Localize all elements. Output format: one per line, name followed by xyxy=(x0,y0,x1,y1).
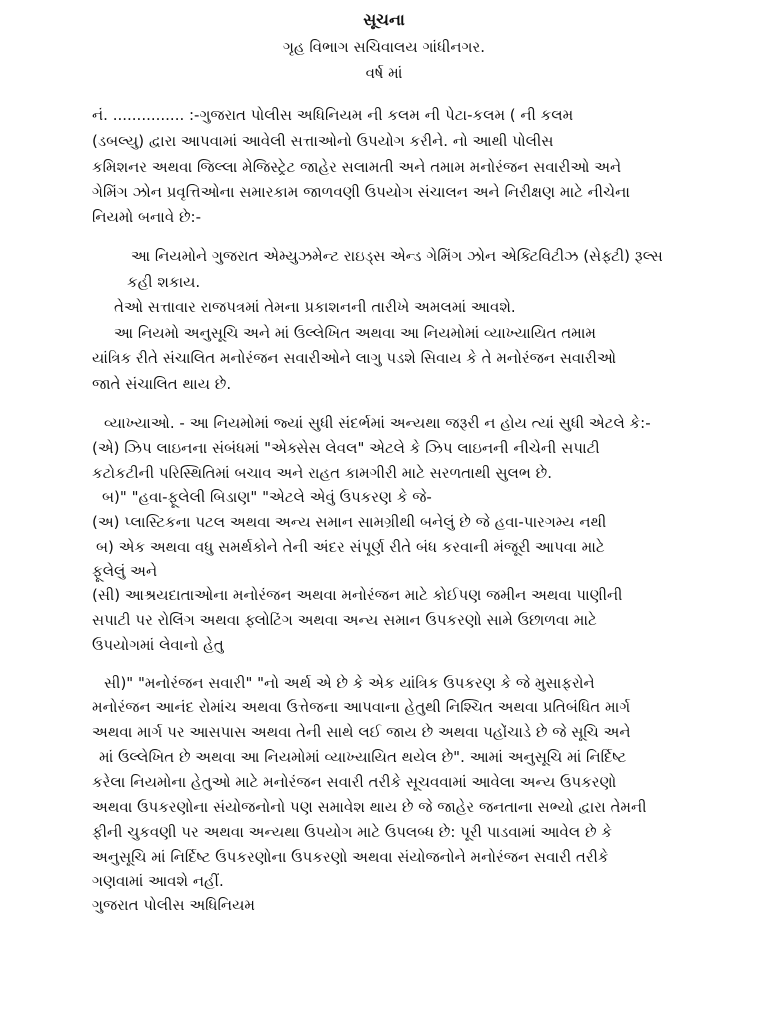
body-line: (એ) ઝિપ લાઇનના સંબંધમાં "એક્સેસ લેવલ" એટલે કે ઝિપ લાઇનની નીચેની સપાટી xyxy=(92,439,600,457)
body-line: (ડબલ્યુ) દ્વારા આપવામાં આવેલી સત્તાઓનો ઉપયોગ કરીને. નો આથી પોલીસ xyxy=(92,132,554,150)
body-line: તેઓ સત્તાવાર રાજપત્રમાં તેમના પ્રકાશનની તારીખે અમલમાં આવશે. xyxy=(114,298,516,316)
body-line: ઉપયોગમાં લેવાનો હેતુ xyxy=(92,636,224,654)
body-line: આ નિયમોને ગુજરાત એમ્યુઝમેન્ટ રાઇડ્સ એન્ડ ગેમિંગ ઝોન એક્ટિવિટીઝ (સેફ્ટી) રૂલ્સ xyxy=(131,247,663,265)
body-line: કટોકટીની પરિસ્થિતિમાં બચાવ અને રાહત કામગીરી માટે સરળતાથી સુલભ છે. xyxy=(92,464,552,482)
body-line: ગુજરાત પોલીસ અધિનિયમ xyxy=(92,896,255,914)
body-line: (અ) પ્લાસ્ટિકના પટલ અથવા અન્ય સમાન સામગ્રીથી બનેલું છે જે હવા-પારગમ્ય નથી xyxy=(92,513,607,531)
body-line: આ નિયમો અનુસૂચિ અને માં ઉલ્લેખિત અથવા આ નિયમોમાં વ્યાખ્યાયિત તમામ xyxy=(114,324,596,342)
body-line: અથવા ઉપકરણોના સંયોજનોનો પણ સમાવેશ થાય છે જે જાહેર જનતાના સભ્યો દ્વારા તેમની xyxy=(92,798,647,816)
body-line: સપાટી પર રોલિંગ અથવા ફ્લોટિંગ અથવા અન્ય સમાન ઉપકરણો સામે ઉછાળવા માટે xyxy=(92,611,597,629)
body-line: વ્યાખ્યાઓ. - આ નિયમોમાં જ્યાં સુધી સંદર્ભમાં અન્યથા જરૂરી ન હોય ત્યાં સુધી એટલે કે:- xyxy=(104,414,651,432)
body-line: નિયમો બનાવે છે:- xyxy=(92,208,202,226)
body-line: બ)" "હવા-ફૂલેલી બિડાણ" "એટલે એવું ઉપકરણ કે જે- xyxy=(102,488,432,506)
notice-title: સૂચના xyxy=(363,10,405,29)
body-line: કહી શકાય. xyxy=(127,273,201,291)
body-line: ફીની ચુકવણી પર અથવા અન્યથા ઉપયોગ માટે ઉપલબ્ધ છે: પૂરી પાડવામાં આવેલ છે કે xyxy=(92,823,612,841)
body-line: કમિશનર અથવા જિલ્લા મેજિસ્ટ્રેટ જાહેર સલામતી અને તમામ મનોરંજન સવારીઓ અને xyxy=(92,158,622,176)
body-line: સી)" "મનોરંજન સવારી" "નો અર્થ એ છે કે એક યાંત્રિક ઉપકરણ કે જે મુસાફરોને xyxy=(104,674,595,692)
body-line: યાંત્રિક રીતે સંચાલિત મનોરંજન સવારીઓને લાગુ પડશે સિવાય કે તે મનોરંજન સવારીઓ xyxy=(92,349,617,367)
body-line: અથવા માર્ગ પર આસપાસ અથવા તેની સાથે લઈ જાય છે અથવા પહોંચાડે છે જે સૂચિ અને xyxy=(92,723,631,741)
body-line: નં. ............... :-ગુજરાત પોલીસ અધિનિયમ ની કલમ ની પેટા-કલમ ( ની કલમ xyxy=(92,106,574,124)
body-line: ફૂલેલું અને xyxy=(92,562,158,580)
body-line: અનુસૂચિ માં નિર્દિષ્ટ ઉપકરણોના ઉપકરણો અથવા સંયોજનોને મનોરંજન સવારી તરીકે xyxy=(92,848,609,866)
body-line: જાતે સંચાલિત થાય છે. xyxy=(92,375,232,393)
body-line: માં ઉલ્લેખિત છે અથવા આ નિયમોમાં વ્યાખ્યાયિત થયેલ છે". આમાં અનુસૂચિ માં નિર્દિષ્ટ xyxy=(99,748,627,766)
department-line: ગૃહ વિભાગ સચિવાલય ગાંધીનગર. xyxy=(282,38,486,56)
year-line: વર્ષ માં xyxy=(365,64,403,82)
body-line: (સી) આશ્રયદાતાઓના મનોરંજન અથવા મનોરંજન માટે કોઈપણ જમીન અથવા પાણીની xyxy=(92,586,623,604)
body-line: બ) એક અથવા વધુ સમર્થકોને તેની અંદર સંપૂર્ણ રીતે બંધ કરવાની મંજૂરી આપવા માટે xyxy=(96,538,605,556)
body-line: ગેમિંગ ઝોન પ્રવૃત્તિઓના સમારકામ જાળવણી ઉપયોગ સંચાલન અને નિરીક્ષણ માટે નીચેના xyxy=(92,183,630,201)
body-line: મનોરંજન આનંદ રોમાંચ અથવા ઉત્તેજના આપવાના હેતુથી નિશ્ચિત અથવા પ્રતિબંધિત માર્ગ xyxy=(92,698,631,716)
body-line: ગણવામાં આવશે નહીં. xyxy=(92,872,224,890)
body-line: કરેલા નિયમોના હેતુઓ માટે મનોરંજન સવારી તરીકે સૂચવવામાં આવેલા અન્ય ઉપકરણો xyxy=(92,773,617,791)
